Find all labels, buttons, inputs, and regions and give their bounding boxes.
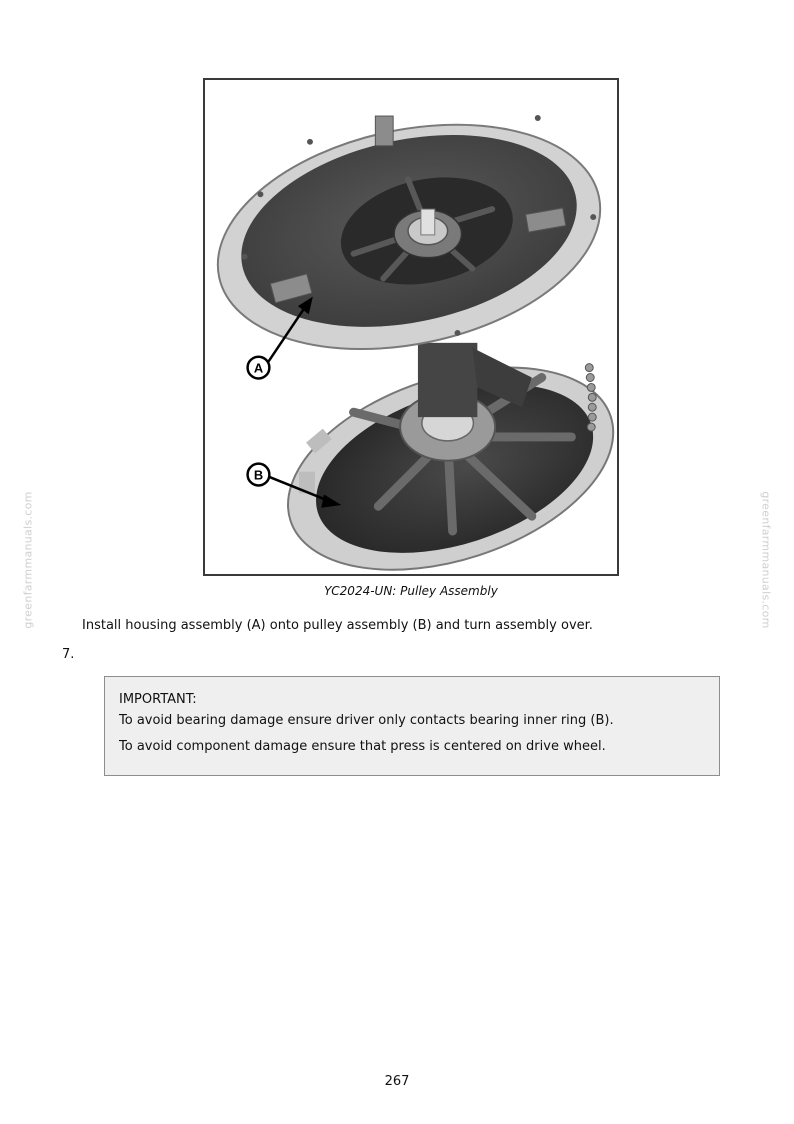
important-title: IMPORTANT: (119, 692, 197, 707)
figure-caption: YC2024-UN: Pulley Assembly (324, 584, 498, 598)
important-line-press: To avoid component damage ensure that press is centered on drive wheel. (119, 739, 606, 754)
watermark-left: greenfarmmanuals.com (21, 491, 35, 629)
important-line-bearing: To avoid bearing damage ensure driver only contacts bearing inner ring (B). (119, 713, 614, 728)
instruction-text: Install housing assembly (A) onto pulley assembly (B) and turn assembly over. (82, 618, 593, 633)
callout-b-text: B (253, 467, 264, 483)
pulley-assembly-photo (203, 78, 619, 576)
step-number: 7. (62, 647, 75, 662)
callout-b-label (248, 464, 270, 486)
watermark-right: greenfarmmanuals.com (759, 491, 773, 629)
callout-a-label (248, 357, 270, 379)
callout-a-text: A (253, 360, 264, 376)
important-notice (104, 676, 720, 776)
page-number: 267 (384, 1074, 410, 1089)
